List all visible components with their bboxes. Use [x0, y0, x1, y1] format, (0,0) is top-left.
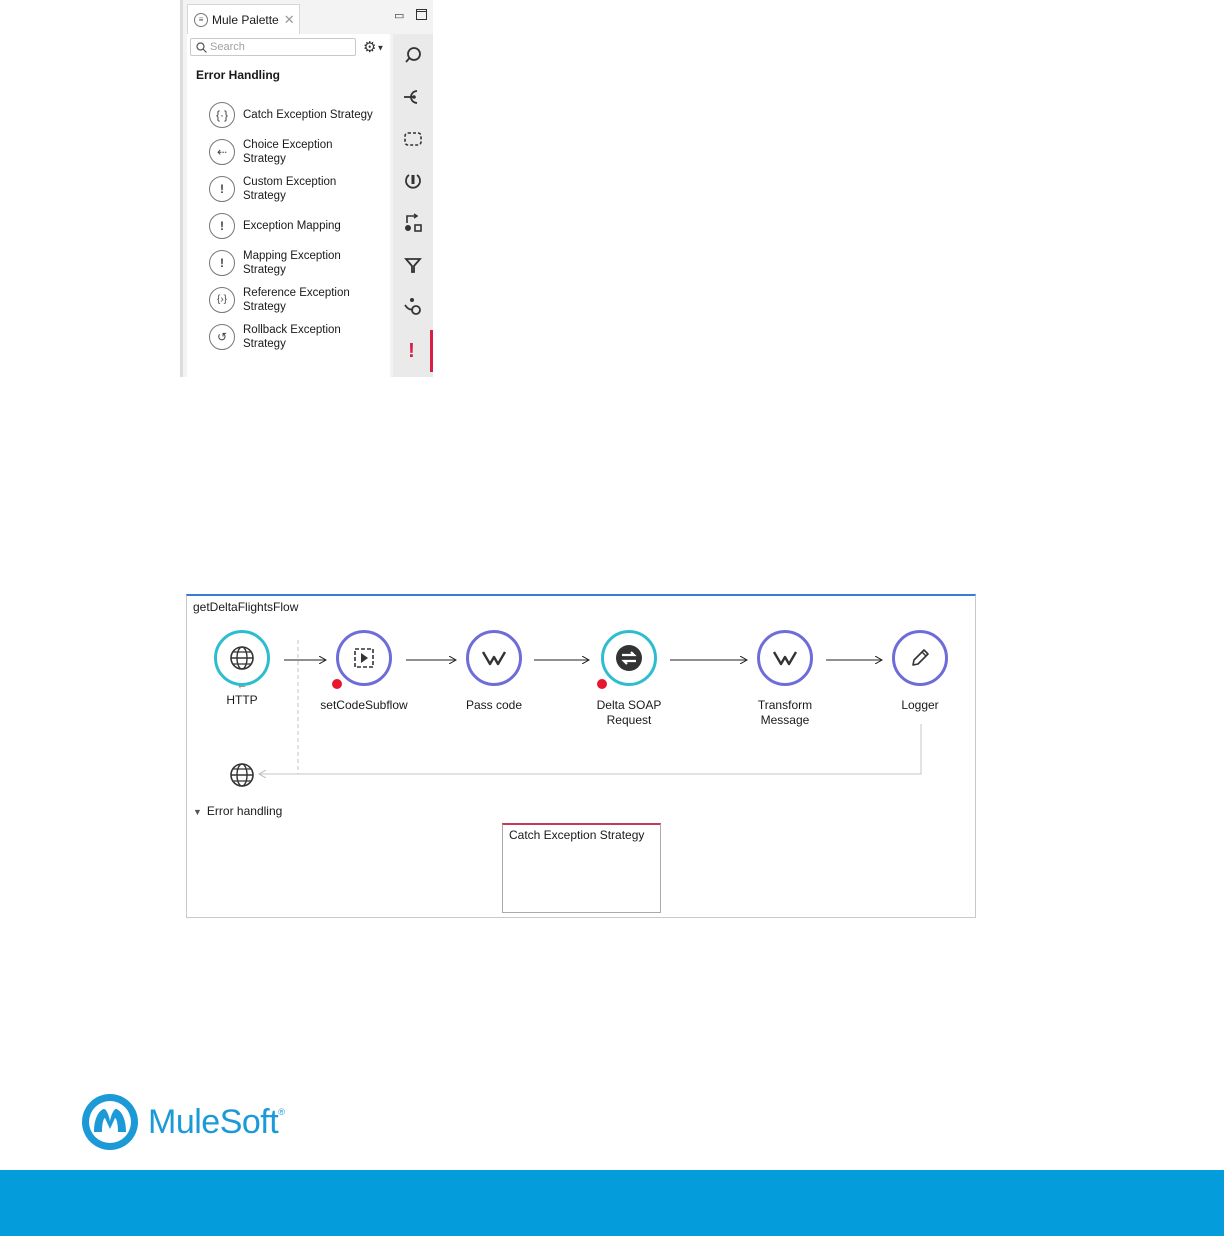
search-input[interactable] — [210, 41, 350, 53]
list-item-label: Exception Mapping — [243, 219, 341, 232]
transform-message-node-circle[interactable] — [757, 630, 813, 686]
list-item-label: Mapping Exception Strategy — [243, 249, 341, 276]
list-item[interactable] — [209, 318, 389, 355]
node-label: HTTP — [226, 693, 258, 707]
list-item[interactable] — [209, 170, 389, 207]
list-item-label: Choice Exception Strategy — [243, 138, 333, 165]
tab-mule-palette[interactable] — [187, 4, 300, 34]
flow-node-http[interactable] — [177, 630, 307, 708]
scope-icon[interactable] — [393, 118, 433, 160]
flow-title: getDeltaFlightsFlow — [193, 600, 299, 614]
search-bubble-icon[interactable] — [393, 34, 433, 76]
palette-items — [209, 96, 389, 355]
gear-icon[interactable]: ⚙▼ — [363, 39, 385, 56]
flow-node-transform-message[interactable] — [720, 630, 850, 728]
exception-mapping-icon: ! — [209, 213, 235, 239]
search-box[interactable] — [190, 38, 356, 56]
delta-soap-node-circle[interactable] — [601, 630, 657, 686]
triangle-down-icon: ▼ — [193, 807, 202, 817]
menu-icon: ≡ — [194, 13, 208, 27]
globe-icon — [229, 645, 255, 671]
catch-exception-strategy-box[interactable] — [502, 823, 661, 913]
globe-icon — [229, 762, 255, 788]
mulesoft-logo-icon — [80, 1092, 140, 1152]
tab-label: Mule Palette — [212, 12, 279, 27]
breakpoint-dot[interactable] — [332, 679, 342, 689]
palette-body — [187, 34, 390, 377]
rollback-exception-icon: ↺ — [209, 324, 235, 350]
maximize-icon[interactable] — [416, 9, 427, 23]
pass-code-node-circle[interactable] — [466, 630, 522, 686]
exchange-icon — [614, 643, 644, 673]
flow-node-logger[interactable] — [855, 630, 985, 713]
list-item[interactable] — [209, 207, 389, 244]
http-node-circle[interactable] — [214, 630, 270, 686]
search-icon — [196, 42, 207, 53]
list-item[interactable] — [209, 133, 389, 170]
custom-exception-icon: ! — [209, 176, 235, 202]
node-label: Pass code — [465, 698, 523, 712]
list-item-label: Rollback Exception Strategy — [243, 323, 341, 350]
transform-icon — [481, 648, 507, 668]
section-title: Error Handling — [196, 68, 281, 82]
filter-icon[interactable] — [393, 244, 433, 286]
footer-bar — [0, 1170, 1224, 1236]
setcodesubflow-node-circle[interactable] — [336, 630, 392, 686]
reference-exception-icon: {›} — [209, 287, 235, 313]
transform-icon — [772, 648, 798, 668]
node-label: setCodeSubflow — [320, 698, 408, 712]
flow-canvas — [186, 594, 976, 918]
mule-palette-panel — [180, 0, 433, 377]
mulesoft-logo — [80, 1092, 284, 1152]
trademark: ® — [278, 1106, 285, 1117]
minimize-icon[interactable]: ▭ — [394, 10, 405, 22]
connector-icon[interactable] — [393, 76, 433, 118]
choice-exception-icon: ⇠ — [209, 139, 235, 165]
node-label: Logger — [901, 698, 939, 712]
component-icon[interactable] — [393, 160, 433, 202]
list-item-label: Catch Exception Strategy — [243, 108, 373, 121]
flow-node-setcodesubflow[interactable] — [299, 630, 429, 713]
pencil-icon — [909, 647, 931, 669]
palette-category-bar — [393, 34, 433, 377]
breakpoint-dot[interactable] — [597, 679, 607, 689]
node-label: Delta SOAP Request — [596, 698, 662, 727]
mapping-exception-icon: ! — [209, 250, 235, 276]
list-item-label: Reference Exception Strategy — [243, 286, 350, 313]
logger-node-circle[interactable] — [892, 630, 948, 686]
error-handling-icon[interactable]: ! — [393, 330, 433, 372]
catch-exception-icon: {·} — [209, 102, 235, 128]
brand-name: MuleSoft® — [148, 1102, 285, 1141]
flow-ref-icon — [351, 645, 377, 671]
close-icon[interactable]: ✕ — [283, 11, 295, 27]
transformer-icon[interactable] — [393, 202, 433, 244]
catch-strategy-label: Catch Exception Strategy — [509, 828, 645, 842]
error-handling-label: Error handling — [206, 804, 283, 818]
flow-node-delta-soap-request[interactable] — [564, 630, 694, 728]
list-item[interactable] — [209, 281, 389, 318]
list-item[interactable] — [209, 96, 389, 133]
node-label: Transform Message — [757, 698, 813, 727]
error-handling-toggle[interactable] — [193, 804, 282, 818]
flow-node-pass-code[interactable] — [429, 630, 559, 713]
list-item-label: Custom Exception Strategy — [243, 175, 337, 202]
flow-control-icon[interactable] — [393, 286, 433, 328]
list-item[interactable] — [209, 244, 389, 281]
